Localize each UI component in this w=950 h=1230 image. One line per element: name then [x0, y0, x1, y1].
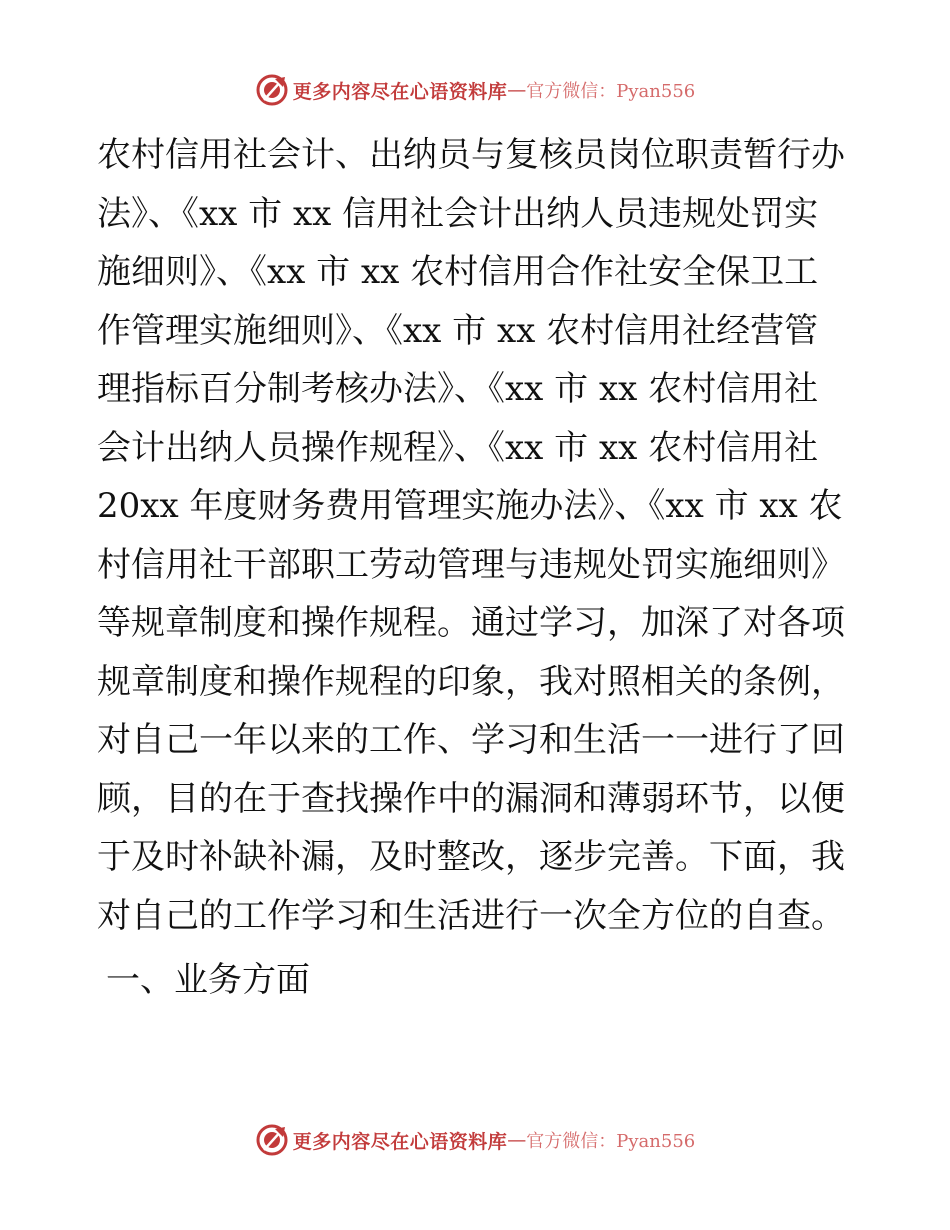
footer-banner	[0, 1120, 950, 1160]
banner-site-name: 更多内容尽在心语资料库	[292, 80, 508, 103]
banner-wechat: 官方微信：Pyan556	[526, 1131, 696, 1152]
body-line: 村信用社干部职工劳动管理与违规处罚实施细则》	[97, 544, 845, 585]
body-line: 对自己的工作学习和生活进行一次全方位的自查。	[97, 895, 845, 936]
quill-seal-icon	[255, 73, 289, 107]
body-line: 于及时补缺补漏，及时整改，逐步完善。下面，我	[97, 837, 845, 877]
document-body	[97, 126, 857, 945]
body-line: 农村信用社会计、出纳员与复核员岗位职责暂行办	[97, 135, 845, 175]
banner-site-name: 更多内容尽在心语资料库	[292, 1130, 508, 1153]
banner-dash: —	[507, 79, 527, 101]
body-line: 理指标百分制考核办法》、《xx 市 xx 农村信用社	[97, 369, 819, 409]
body-line: 施细则》、《xx 市 xx 农村信用合作社安全保卫工	[97, 252, 819, 292]
header-banner	[0, 70, 950, 110]
body-line: 法》、《xx 市 xx 信用社会计出纳人员违规处罚实	[97, 193, 819, 234]
body-line: 顾，目的在于查找操作中的漏洞和薄弱环节，以便	[97, 778, 845, 819]
section-heading: 一、业务方面	[106, 960, 310, 1000]
body-line: 等规章制度和操作规程。通过学习，加深了对各项	[97, 603, 845, 643]
quill-seal-icon	[255, 1123, 289, 1157]
body-line: 作管理实施细则》、《xx 市 xx 农村信用社经营管	[97, 310, 819, 351]
banner-dash: —	[507, 1129, 527, 1151]
body-line: 会计出纳人员操作规程》、《xx 市 xx 农村信用社	[97, 427, 819, 468]
body-line: 20xx 年度财务费用管理实施办法》、《xx 市 xx 农	[97, 486, 843, 526]
body-line: 对自己一年以来的工作、学习和生活一一进行了回	[97, 720, 845, 760]
banner-wechat: 官方微信：Pyan556	[526, 81, 696, 102]
body-line: 规章制度和操作规程的印象，我对照相关的条例，	[97, 661, 845, 702]
